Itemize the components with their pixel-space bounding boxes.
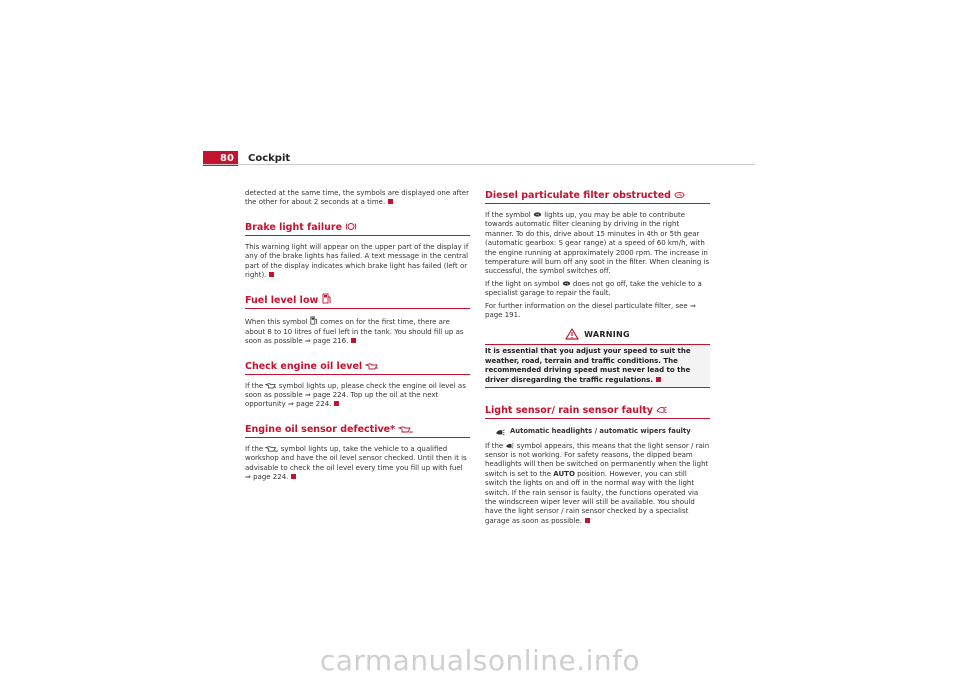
right-column [485,189,710,539]
warning-triangle-icon [565,328,579,340]
oil-can-icon [265,382,276,389]
chapter-title: Cockpit [248,153,291,164]
particulate-filter-icon [674,191,685,199]
section-heading-fuel-level: Fuel level low [245,293,470,309]
fuel-level-text: When this symbol comes on for the first time, there are about 8 to 10 litres of fuel left in the tank. You should fill up as soon as possible ⇒ page 216. [245,318,464,346]
warning-title: WARNING [584,329,630,339]
dpf-text-3: For further information on the diesel particulate filter, see ⇒ page 191. [485,301,696,320]
light-sensor-text: If the symbol appears, this means that the light sensor / rain sensor is not working. For safety reasons, the dipped beam headlights will then be switched on permanently when the light switch is set to the AUTO position. However, you can still switch the lights on and off in the normal way with the light switch. If the rain sensor is faulty, the functions operated via the windscreen wiper lever will still be available. You should have the light sensor / rain sensor checked by a specialist garage as soon as possible. [485,441,710,525]
section-heading-brake-light: Brake light failure [245,221,470,236]
intro-text: detected at the same time, the symbols are displayed one after the other for about 2 seconds at a time. [245,189,469,207]
end-mark-icon [291,474,296,479]
figure-caption: Automatic headlights / automatic wipers faulty [495,427,710,436]
dpf-section [485,189,710,388]
auto-label: AUTO [553,469,575,478]
oil-sensor-text: If the symbol lights up, take the vehicle to a qualified workshop and have the oil level sensor checked. Until then it is advisable to check the oil level every time you fill up with fuel ⇒ page 224. [245,444,467,482]
oil-level-section [245,360,470,410]
particulate-filter-icon [533,211,542,218]
end-mark-icon [585,518,590,523]
section-heading-dpf: Diesel particulate filter obstructed [485,189,710,204]
light-sensor-icon [495,428,505,436]
oil-sensor-section [245,423,470,483]
brake-light-icon [345,222,357,231]
end-mark-icon [656,377,661,382]
fuel-level-section [245,293,470,346]
light-sensor-section [485,404,710,526]
dpf-text-1: If the symbol lights up, you may be able to contribute towards automatic filter cleaning by driving in the right manner. To do this, drive about 15 minutes in 4th or 5th gear (automatic gearbox: S gear range) at a speed of 60 km/h, with the engine running at approximately 2000 rpm. The increase in temperature will burn off any soot in the filter. When cleaning is successful, the symbol switches off. [485,211,710,276]
oil-sensor-icon [265,445,278,452]
left-column [245,189,470,496]
oil-level-text: If the symbol lights up, please check the engine oil level as soon as possible ⇒ page 224. Top up the oil at the next opportunity ⇒ page 224. [245,381,466,409]
brake-light-text: This warning light will appear on the upper part of the display if any of the brake lights has failed. A text message in the central part of the display indicates which brake light has failed (left or right). [245,242,469,280]
dpf-text-2: If the light on symbol does not go off, take the vehicle to a specialist garage to repair the fault. [485,279,702,298]
oil-sensor-icon [398,425,413,433]
warning-box [485,328,710,388]
brake-light-section [245,221,470,281]
light-sensor-icon [505,442,514,449]
oil-can-icon [365,362,378,370]
header-rule [203,164,755,165]
section-heading-light-sensor: Light sensor/ rain sensor faulty [485,404,710,419]
light-sensor-icon [656,405,667,414]
end-mark-icon [388,199,393,204]
end-mark-icon [351,338,356,343]
section-heading-oil-sensor: Engine oil sensor defective* [245,423,470,438]
particulate-filter-icon [562,280,571,287]
fuel-pump-icon [310,316,318,325]
page-number: 80 [203,151,238,166]
warning-header [485,328,710,344]
end-mark-icon [269,272,274,277]
end-mark-icon [334,401,339,406]
intro-section [245,189,470,208]
warning-text: It is essential that you adjust your speed to suit the weather, road, terrain and traffic conditions. The recommended driving speed must never lead to the driver disregarding the traffic regulations. [485,344,710,388]
watermark: carmanualsonline.info [319,644,641,677]
fuel-pump-icon [322,293,332,304]
section-heading-oil-level: Check engine oil level [245,360,470,375]
